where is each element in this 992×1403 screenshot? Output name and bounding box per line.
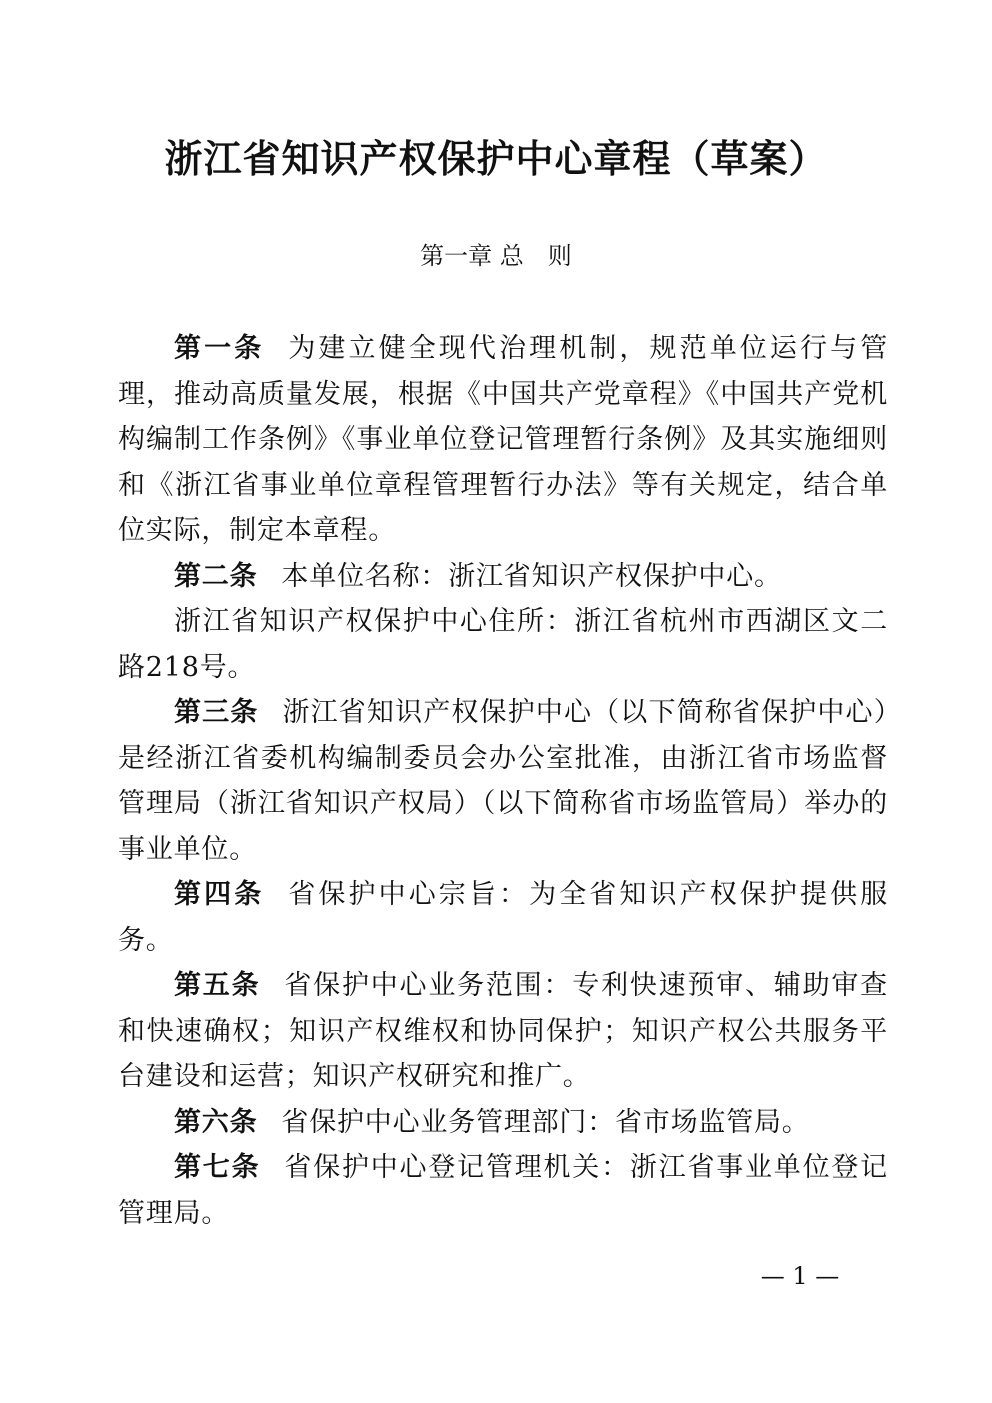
article-text: 浙江省知识产权保护中心（以下简称省保护中心）是经浙江省委机构编制委员会办公室批准，由浙江省市场监督管理局（浙江省知识产权局）（以下简称省市场监管局）举办的事业单位。 — [118, 697, 888, 865]
document-title: 浙江省知识产权保护中心章程（草案） — [164, 136, 828, 181]
article-paragraph — [118, 599, 888, 690]
article-text: 本单位名称：浙江省知识产权保护中心。 — [281, 560, 782, 592]
article-number: 第四条 — [174, 879, 265, 910]
article-paragraph — [118, 963, 888, 1100]
document-body — [118, 326, 888, 1236]
article-paragraph — [118, 872, 888, 963]
article-paragraph — [118, 690, 888, 872]
article-text: 省保护中心业务范围：专利快速预审、辅助审查和快速确权；知识产权维权和协同保护；知识产权公共服务平台建设和运营；知识产权研究和推广。 — [118, 970, 888, 1092]
article-paragraph — [118, 1100, 888, 1146]
article-number: 第五条 — [174, 970, 261, 1001]
article-text: 省保护中心登记管理机关：浙江省事业单位登记管理局。 — [118, 1152, 888, 1229]
page-number: — 1 — — [760, 1262, 840, 1290]
article-number: 第六条 — [174, 1106, 258, 1138]
article-text: 为建立健全现代治理机制，规范单位运行与管理，推动高质量发展，根据《中国共产党章程》《中国共产党机构编制工作条例》《事业单位登记管理暂行条例》及其实施细则和《浙江省事业单位章程管理暂行办法》等有关规定，结合单位实际，制定本章程。 — [118, 333, 889, 546]
article-paragraph — [118, 554, 888, 600]
article-number: 第七条 — [174, 1152, 261, 1183]
article-paragraph — [118, 326, 888, 554]
article-number: 第三条 — [174, 697, 259, 728]
article-number: 第一条 — [174, 333, 265, 364]
article-text: 省保护中心业务管理部门：省市场监管局。 — [281, 1106, 810, 1138]
article-text: 浙江省知识产权保护中心住所：浙江省杭州市西湖区文二路218号。 — [118, 606, 888, 683]
article-text: 省保护中心宗旨：为全省知识产权保护提供服务。 — [118, 879, 889, 956]
article-number: 第二条 — [174, 560, 258, 592]
article-paragraph — [118, 1145, 888, 1236]
chapter-heading: 第一章 总 则 — [420, 242, 572, 270]
